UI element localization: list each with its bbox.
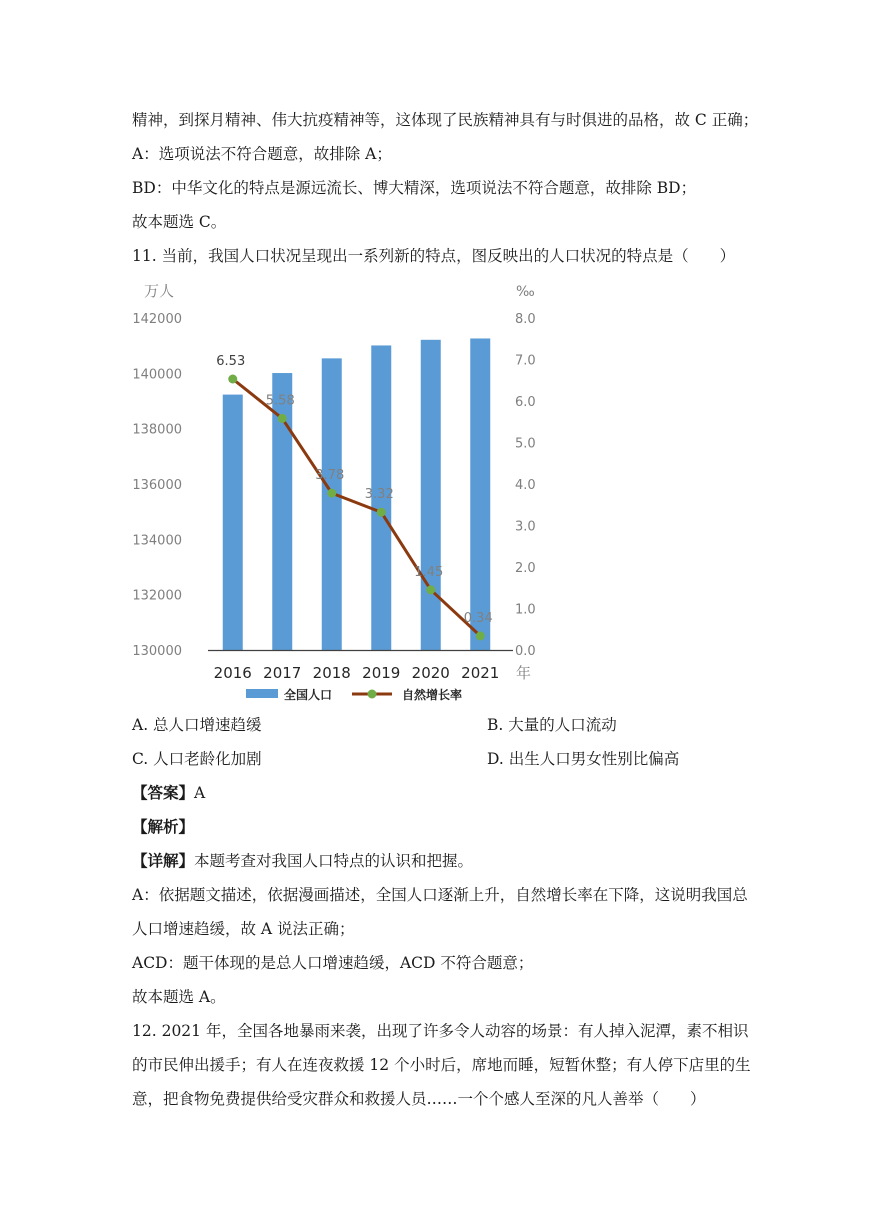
growth-rate-point xyxy=(278,414,287,423)
growth-rate-data-label: 3.78 xyxy=(315,468,345,484)
y-left-tick-label: 136000 xyxy=(132,478,182,493)
growth-rate-point xyxy=(377,508,386,517)
bar-2020 xyxy=(421,340,441,650)
answer-value: A xyxy=(194,784,206,802)
growth-rate-point xyxy=(327,489,336,498)
x-unit-label: 年 xyxy=(516,664,532,682)
growth-rate-data-label: 5.58 xyxy=(265,393,295,409)
legend-line-label: 自然增长率 xyxy=(402,688,463,702)
growth-rate-data-label: 1.45 xyxy=(414,564,444,580)
x-tick-label: 2020 xyxy=(411,664,450,682)
growth-rate-point xyxy=(476,631,485,640)
option-c: C. 人口老龄化加剧 xyxy=(132,750,262,768)
option-a: A. 总人口增速趋缓 xyxy=(132,716,262,734)
option-b: B. 大量的人口流动 xyxy=(487,716,617,734)
y-right-tick-label: 5.0 xyxy=(515,436,536,452)
legend-line-marker xyxy=(368,690,377,699)
y-right-tick-label: 3.0 xyxy=(515,519,536,535)
answer-line xyxy=(132,782,205,804)
analysis-tag: 【解析】 xyxy=(132,817,195,836)
x-tick-label: 2019 xyxy=(362,664,401,682)
y-right-tick-label: 0.0 xyxy=(515,644,536,659)
text-line: 人口增速趋缓，故 A 说法正确； xyxy=(132,920,355,938)
legend-bar-swatch xyxy=(246,689,278,698)
bar-2018 xyxy=(322,358,342,650)
growth-rate-data-label: 3.32 xyxy=(364,487,394,503)
x-tick-label: 2017 xyxy=(263,664,302,682)
detail-line xyxy=(132,850,473,872)
y-right-unit-label: ‰ xyxy=(516,284,535,300)
text-line: ACD：题干体现的是总人口增速趋缓，ACD 不符合题意； xyxy=(132,954,534,972)
option-d: D. 出生人口男女性别比偏高 xyxy=(487,750,680,768)
answer-tag: 【答案】 xyxy=(132,783,195,802)
text-line: BD：中华文化的特点是源远流长、博大精深，选项说法不符合题意，故排除 BD； xyxy=(132,179,697,197)
question-11: 11. 当前，我国人口状况呈现出一系列新的特点，图反映出的人口状况的特点是（ ） xyxy=(132,247,736,265)
text-line: 意，把食物免费提供给受灾群众和救援人员……一个个感人至深的凡人善举（ ） xyxy=(132,1090,706,1108)
growth-rate-line xyxy=(233,379,481,636)
text-line: 故本题选 A。 xyxy=(132,988,226,1006)
bar-2016 xyxy=(223,395,243,650)
legend-bar-label: 全国人口 xyxy=(284,688,333,702)
y-left-unit-label: 万人 xyxy=(144,282,175,300)
detail-tag: 【详解】 xyxy=(132,851,195,870)
y-right-tick-label: 4.0 xyxy=(515,478,536,493)
growth-rate-point xyxy=(228,375,237,384)
y-left-tick-label: 134000 xyxy=(132,533,182,549)
growth-rate-data-label: 6.53 xyxy=(216,354,246,370)
y-left-tick-label: 130000 xyxy=(132,644,182,659)
y-right-tick-label: 6.0 xyxy=(515,395,536,410)
growth-rate-point xyxy=(426,585,435,594)
y-left-tick-label: 132000 xyxy=(132,588,182,604)
y-right-tick-label: 8.0 xyxy=(515,312,536,327)
x-tick-label: 2021 xyxy=(461,664,500,682)
text-line: 精神，到探月精神、伟大抗疫精神等，这体现了民族精神具有与时俱进的品格，故 C 正确； xyxy=(132,111,759,129)
population-chart xyxy=(120,278,560,710)
bar-2021 xyxy=(470,338,490,650)
x-tick-label: 2016 xyxy=(213,664,252,682)
text-line: 的市民伸出援手；有人在连夜救援 12 个小时后，席地而睡，短暂休整；有人停下店里的生 xyxy=(132,1056,751,1074)
y-left-tick-label: 142000 xyxy=(132,312,182,327)
detail-text: 本题考查对我国人口特点的认识和把握。 xyxy=(194,852,474,870)
question-12: 12. 2021 年，全国各地暴雨来袭，出现了许多令人动容的场景：有人掉入泥潭，素不相识 xyxy=(132,1022,749,1040)
y-right-tick-label: 7.0 xyxy=(515,353,536,369)
text-line: 故本题选 C。 xyxy=(132,213,227,231)
growth-rate-data-label: 0.34 xyxy=(463,610,493,626)
y-left-tick-label: 140000 xyxy=(132,367,182,383)
text-line: A：选项说法不符合题意，故排除 A； xyxy=(132,145,392,163)
y-right-tick-label: 2.0 xyxy=(515,561,536,576)
text-line: A：依据题文描述，依据漫画描述，全国人口逐渐上升，自然增长率在下降，这说明我国总 xyxy=(132,886,748,904)
x-tick-label: 2018 xyxy=(312,664,351,682)
y-left-tick-label: 138000 xyxy=(132,422,182,438)
analysis-line xyxy=(132,816,194,838)
y-right-tick-label: 1.0 xyxy=(515,602,536,618)
